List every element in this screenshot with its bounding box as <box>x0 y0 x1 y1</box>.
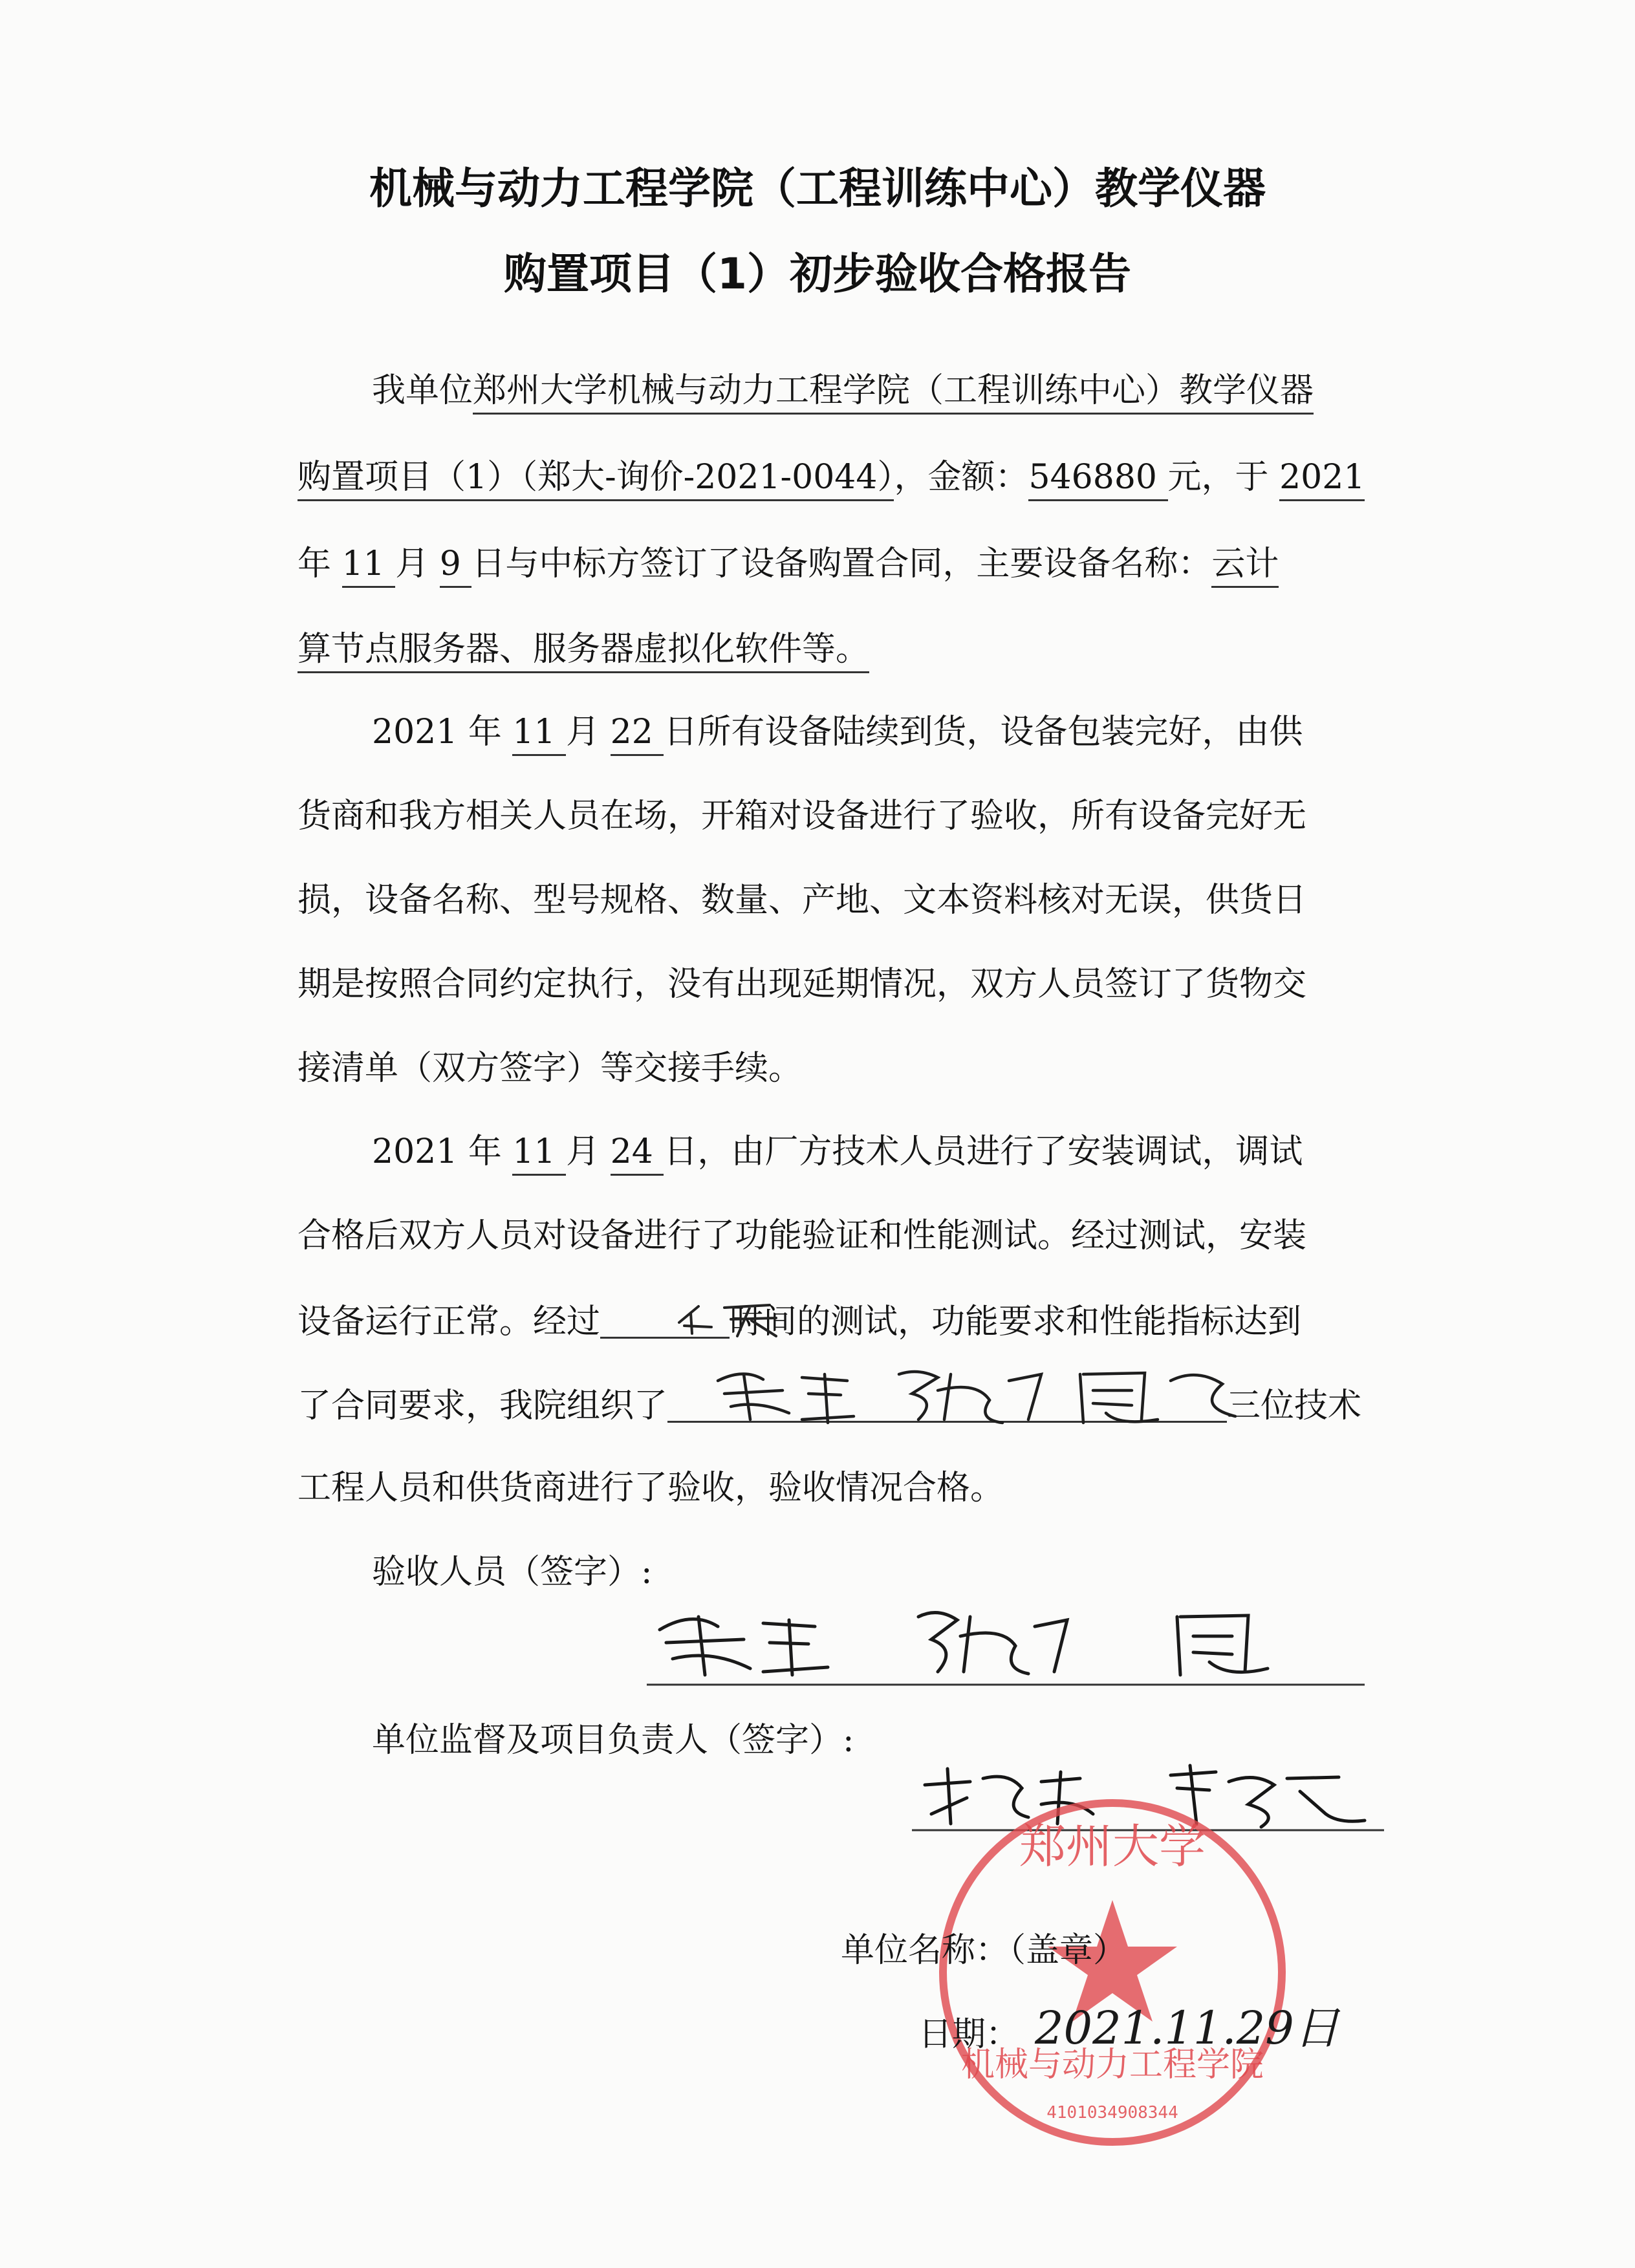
date-label: 日期： <box>918 2015 1020 2054</box>
install-month: 11 <box>512 1132 566 1176</box>
official-stamp <box>931 1791 1294 2154</box>
handwritten-duration <box>673 1293 789 1341</box>
p3-line-5: 工程人员和供货商进行了验收，验收情况合格。 <box>298 1469 1004 1507</box>
handwritten-technician-names <box>705 1355 1274 1435</box>
inspector-signatures <box>647 1591 1378 1690</box>
p3-line-4: 了合同要求，我院组织了 三位技术 <box>298 1387 1362 1425</box>
contract-year: 2021 <box>1279 458 1365 501</box>
supervisor-label: 单位监督及项目负责人（签字）: <box>372 1721 854 1760</box>
p1-line-3: 年 11 月 9 日与中标方签订了设备购置合同，主要设备名称：云计 <box>298 547 1279 581</box>
title-line-2: 购置项目（1）初步验收合格报告 <box>504 249 1131 299</box>
p2-line-4: 期是按照合同约定执行，没有出现延期情况，双方人员签订了货物交 <box>298 965 1307 1004</box>
install-day: 24 <box>611 1132 664 1176</box>
p3-line-3: 设备运行正常。经过 时间的测试，功能要求和性能指标达到 <box>298 1302 1302 1341</box>
handwritten-date-text: 2021.11.29日 <box>1035 2002 1339 2055</box>
stamp-top-text: 郑州大学 <box>1019 1819 1206 1874</box>
handwritten-date <box>1035 1995 1410 2069</box>
contract-month: 11 <box>342 545 396 588</box>
arrival-month: 11 <box>512 713 566 756</box>
p3-line-2: 合格后双方人员对设备进行了功能验证和性能测试。经过测试，安装 <box>298 1216 1307 1255</box>
amount: 546880 <box>1028 458 1167 501</box>
contract-day: 9 <box>440 545 472 588</box>
project-name: 购置项目（1）（郑大-询价-2021-0044） <box>298 458 894 501</box>
p2-line-1: 2021 年 11 月 22 日所有设备陆续到货，设备包装完好，由供 <box>372 715 1303 749</box>
arrival-day: 22 <box>611 713 664 756</box>
stamp-bottom-text: 机械与动力工程学院 <box>960 2046 1264 2084</box>
inspectors-label: 验收人员（签字）: <box>372 1553 653 1592</box>
equipment-name-b: 算节点服务器、服务器虚拟化软件等。 <box>298 630 869 673</box>
equipment-name-a: 云计 <box>1211 545 1279 588</box>
p1-line-1: 我单位郑州大学机械与动力工程学院（工程训练中心）教学仪器 <box>372 374 1314 407</box>
p2-line-3: 损，设备名称、型号规格、数量、产地、文本资料核对无误，供货日 <box>298 881 1307 920</box>
unit-name-label: 单位名称：（盖章） <box>841 1931 1127 1970</box>
p2-line-2: 货商和我方相关人员在场，开箱对设备进行了验收，所有设备完好无 <box>298 797 1307 836</box>
stamp-code: 4101034908344 <box>1046 2103 1178 2122</box>
p1-line-2: 购置项目（1）（郑大-询价-2021-0044），金额：546880 元，于 2021 <box>298 460 1365 494</box>
p3-line-1: 2021 年 11 月 24 日，由厂方技术人员进行了安装调试，调试 <box>372 1135 1303 1169</box>
unit-name: 郑州大学机械与动力工程学院（工程训练中心）教学仪器 <box>473 371 1314 415</box>
title-line-1: 机械与动力工程学院（工程训练中心）教学仪器 <box>369 164 1266 213</box>
p2-line-5: 接清单（双方签字）等交接手续。 <box>298 1049 803 1088</box>
p1-line-4 <box>298 630 870 669</box>
